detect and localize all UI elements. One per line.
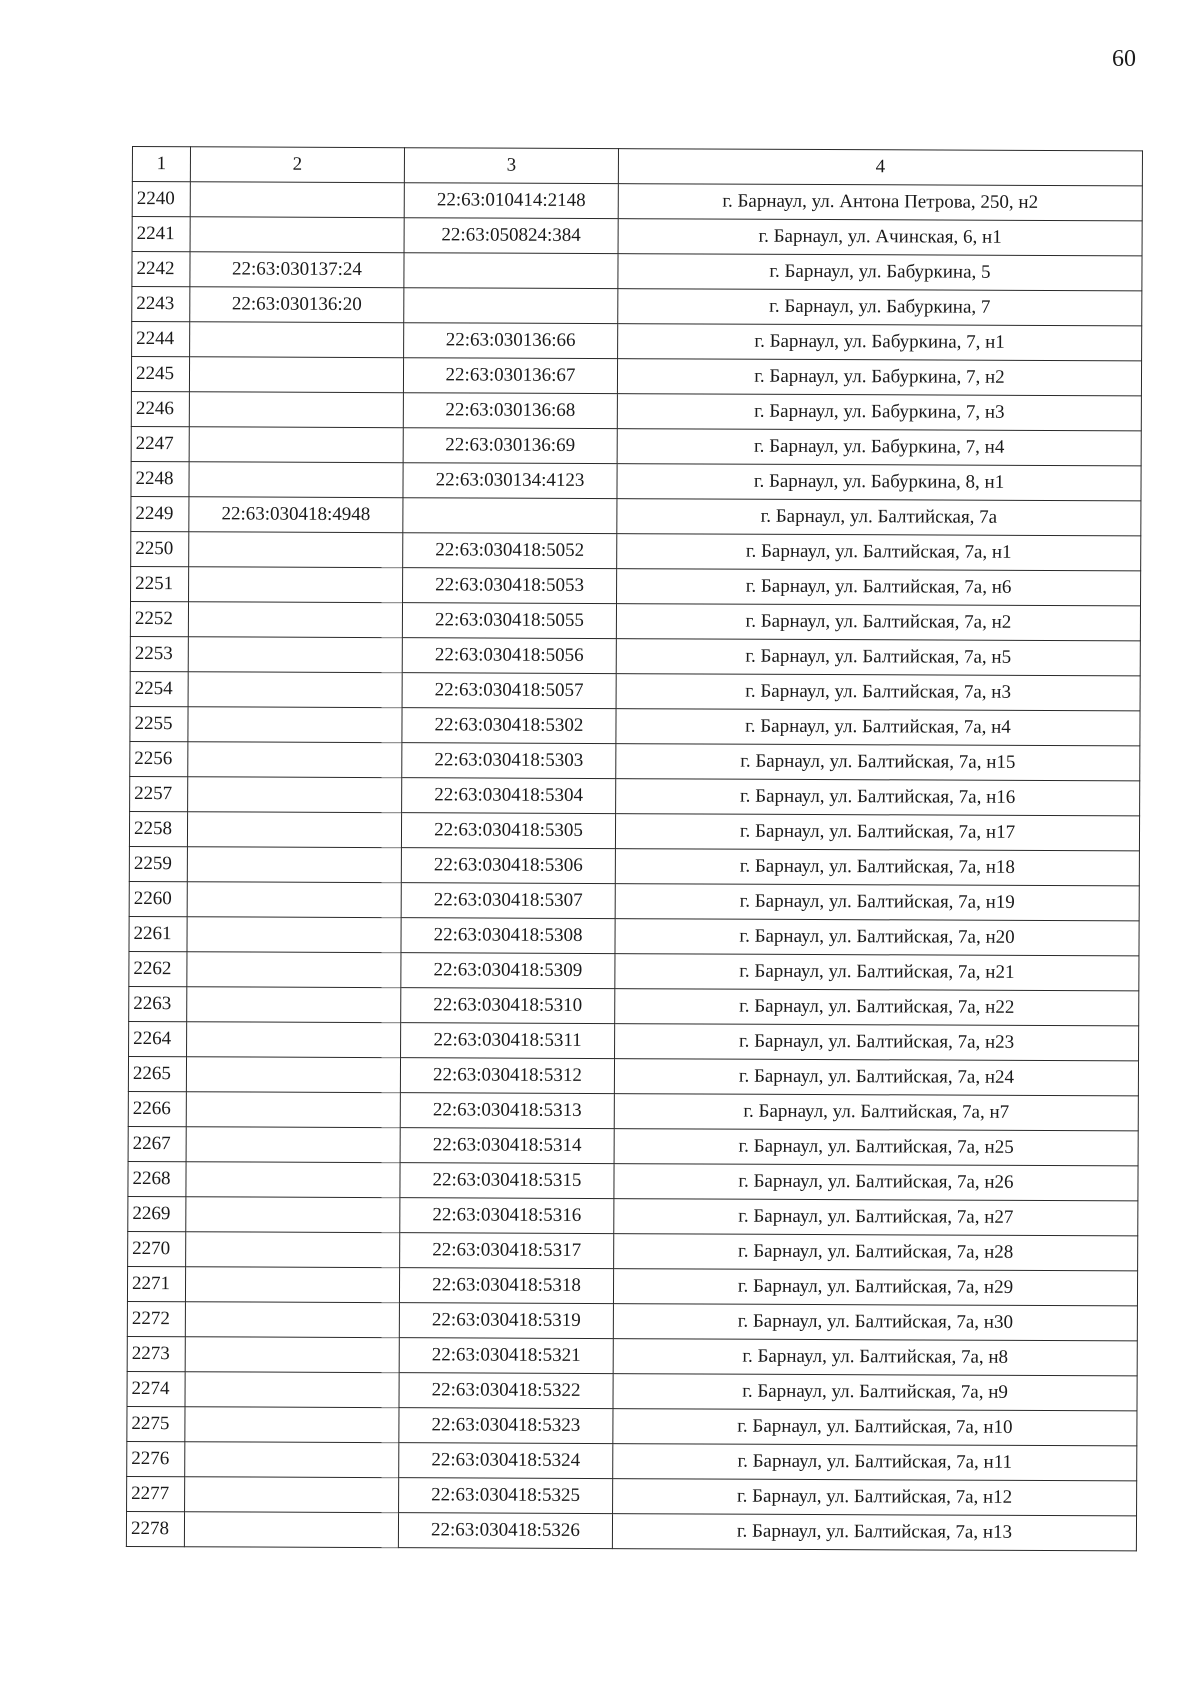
cadastral-number-col2-cell xyxy=(185,1477,399,1513)
table-row xyxy=(131,496,1141,535)
row-number-cell: 2273 xyxy=(127,1336,185,1371)
cadastral-number-col2-cell xyxy=(185,1267,399,1303)
address-cell: г. Барнаул, ул. Балтийская, 7а, н21 xyxy=(615,954,1139,991)
address-cell: г. Барнаул, ул. Балтийская, 7а, н16 xyxy=(616,779,1140,816)
table-row xyxy=(130,671,1140,710)
cadastral-number-col2-cell: 22:63:030136:20 xyxy=(190,287,404,323)
cadastral-number-col3-cell: 22:63:030418:5326 xyxy=(398,1513,612,1549)
address-cell: г. Барнаул, ул. Балтийская, 7а, н12 xyxy=(613,1479,1137,1516)
address-cell: г. Барнаул, ул. Антона Петрова, 250, н2 xyxy=(618,184,1142,221)
cadastral-number-col3-cell: 22:63:030418:5324 xyxy=(399,1443,613,1479)
row-number-cell: 2275 xyxy=(127,1406,185,1441)
address-cell: г. Барнаул, ул. Бабуркина, 7, н4 xyxy=(617,429,1141,466)
address-cell: г. Барнаул, ул. Балтийская, 7а, н9 xyxy=(613,1374,1137,1411)
row-number-cell: 2276 xyxy=(127,1441,185,1476)
cadastral-number-col2-cell xyxy=(188,637,402,673)
table-row xyxy=(126,1511,1136,1550)
cadastral-number-col2-cell xyxy=(189,567,403,603)
row-number-cell: 2259 xyxy=(129,846,187,881)
address-cell: г. Барнаул, ул. Балтийская, 7а, н1 xyxy=(617,534,1141,571)
cadastral-number-col2-cell xyxy=(185,1372,399,1408)
cadastral-number-col2-cell xyxy=(186,1092,400,1128)
row-number-cell: 2278 xyxy=(126,1511,184,1546)
cadastral-number-col3-cell: 22:63:030418:5318 xyxy=(399,1268,613,1304)
cadastral-number-col3-cell: 22:63:030418:5314 xyxy=(400,1128,614,1164)
cadastral-number-col2-cell xyxy=(187,882,401,918)
cadastral-number-col2-cell xyxy=(188,672,402,708)
address-cell: г. Барнаул, ул. Балтийская, 7а, н8 xyxy=(613,1339,1137,1376)
table-row xyxy=(128,1091,1138,1130)
cadastral-number-col2-cell xyxy=(190,217,404,253)
cadastral-number-col3-cell: 22:63:030136:66 xyxy=(404,323,618,359)
row-number-cell: 2256 xyxy=(130,741,188,776)
table-row xyxy=(128,1196,1138,1235)
table-row xyxy=(131,566,1141,605)
table-row xyxy=(129,951,1139,990)
cadastral-number-col3-cell: 22:63:030418:5310 xyxy=(401,988,615,1024)
cadastral-number-col3-cell: 22:63:030418:5305 xyxy=(401,813,615,849)
column-header: 1 xyxy=(132,147,190,182)
cadastral-number-col2-cell xyxy=(186,1197,400,1233)
address-cell: г. Барнаул, ул. Бабуркина, 7, н1 xyxy=(618,324,1142,361)
cadastral-number-col3-cell: 22:63:050824:384 xyxy=(404,218,618,254)
address-cell: г. Барнаул, ул. Балтийская, 7а, н15 xyxy=(616,744,1140,781)
cadastral-number-col3-cell: 22:63:030418:5052 xyxy=(403,533,617,569)
table-row xyxy=(132,322,1142,361)
row-number-cell: 2245 xyxy=(131,357,189,392)
cadastral-number-col2-cell xyxy=(185,1442,399,1478)
cadastral-number-col3-cell: 22:63:030418:5322 xyxy=(399,1373,613,1409)
address-cell: г. Барнаул, ул. Балтийская, 7а, н25 xyxy=(614,1129,1138,1166)
cadastral-number-col2-cell xyxy=(188,742,402,778)
cadastral-number-col2-cell xyxy=(186,1162,400,1198)
address-cell: г. Барнаул, ул. Балтийская, 7а, н24 xyxy=(614,1059,1138,1096)
cadastral-number-col3-cell: 22:63:030418:5055 xyxy=(402,603,616,639)
cadastral-number-col3-cell: 22:63:030418:5311 xyxy=(401,1023,615,1059)
row-number-cell: 2266 xyxy=(128,1091,186,1126)
cadastral-number-col2-cell xyxy=(189,392,403,428)
row-number-cell: 2271 xyxy=(127,1266,185,1301)
cadastral-number-col3-cell: 22:63:030418:5307 xyxy=(401,883,615,919)
cadastral-number-col3-cell: 22:63:010414:2148 xyxy=(404,183,618,219)
cadastral-number-col3-cell: 22:63:030418:5316 xyxy=(400,1198,614,1234)
address-cell: г. Барнаул, ул. Балтийская, 7а, н22 xyxy=(615,989,1139,1026)
cadastral-number-col3-cell: 22:63:030136:69 xyxy=(403,428,617,464)
address-cell: г. Барнаул, ул. Балтийская, 7а, н23 xyxy=(615,1024,1139,1061)
cadastral-number-col2-cell xyxy=(186,1232,400,1268)
table-row xyxy=(127,1336,1137,1375)
table-row xyxy=(131,531,1141,570)
cadastral-number-col3-cell xyxy=(404,288,618,324)
cadastral-number-col3-cell: 22:63:030418:5323 xyxy=(399,1408,613,1444)
cadastral-number-col3-cell: 22:63:030418:5321 xyxy=(399,1338,613,1374)
row-number-cell: 2265 xyxy=(128,1056,186,1091)
cadastral-number-col3-cell xyxy=(404,253,618,289)
table-row xyxy=(128,1126,1138,1165)
cadastral-number-col3-cell: 22:63:030418:5056 xyxy=(402,638,616,674)
cadastral-number-col3-cell: 22:63:030418:5325 xyxy=(399,1478,613,1514)
cadastral-number-col2-cell: 22:63:030418:4948 xyxy=(189,497,403,533)
address-cell: г. Барнаул, ул. Балтийская, 7а xyxy=(617,499,1141,536)
address-cell: г. Барнаул, ул. Балтийская, 7а, н7 xyxy=(614,1094,1138,1131)
cadastral-number-col3-cell xyxy=(403,498,617,534)
cadastral-number-col2-cell xyxy=(190,322,404,358)
cadastral-number-col2-cell xyxy=(187,952,401,988)
cadastral-number-col3-cell: 22:63:030418:5317 xyxy=(400,1233,614,1269)
address-cell: г. Барнаул, ул. Балтийская, 7а, н13 xyxy=(612,1514,1136,1551)
cadastral-number-col3-cell: 22:63:030418:5315 xyxy=(400,1163,614,1199)
row-number-cell: 2257 xyxy=(130,776,188,811)
address-cell: г. Барнаул, ул. Балтийская, 7а, н6 xyxy=(617,569,1141,606)
cadastral-number-col2-cell xyxy=(185,1407,399,1443)
page-number: 60 xyxy=(1112,46,1136,72)
row-number-cell: 2274 xyxy=(127,1371,185,1406)
cadastral-number-col2-cell xyxy=(185,1302,399,1338)
cadastral-number-col3-cell: 22:63:030136:68 xyxy=(403,393,617,429)
cadastral-number-col2-cell xyxy=(187,987,401,1023)
address-cell: г. Барнаул, ул. Балтийская, 7а, н11 xyxy=(613,1444,1137,1481)
table-row xyxy=(130,776,1140,815)
table-row xyxy=(130,741,1140,780)
table-row xyxy=(132,252,1142,291)
table-row xyxy=(129,811,1139,850)
cadastral-number-col3-cell: 22:63:030418:5308 xyxy=(401,918,615,954)
cadastral-number-col2-cell xyxy=(185,1337,399,1373)
address-cell: г. Барнаул, ул. Балтийская, 7а, н30 xyxy=(613,1304,1137,1341)
cadastral-number-col2-cell xyxy=(188,777,402,813)
cadastral-number-col2-cell xyxy=(189,427,403,463)
table-row xyxy=(128,1056,1138,1095)
row-number-cell: 2255 xyxy=(130,706,188,741)
table-row xyxy=(127,1406,1137,1445)
address-cell: г. Барнаул, ул. Бабуркина, 8, н1 xyxy=(617,464,1141,501)
header-row xyxy=(132,147,1142,186)
table-row xyxy=(131,357,1141,396)
cadastral-number-col2-cell xyxy=(187,917,401,953)
row-number-cell: 2272 xyxy=(127,1301,185,1336)
row-number-cell: 2270 xyxy=(128,1231,186,1266)
cadastral-number-col2-cell xyxy=(187,1022,401,1058)
cadastral-number-col2-cell xyxy=(187,847,401,883)
address-cell: г. Барнаул, ул. Балтийская, 7а, н3 xyxy=(616,674,1140,711)
table-row xyxy=(131,391,1141,430)
cadastral-number-col2-cell xyxy=(186,1057,400,1093)
address-cell: г. Барнаул, ул. Балтийская, 7а, н10 xyxy=(613,1409,1137,1446)
cadastral-number-col3-cell: 22:63:030136:67 xyxy=(403,358,617,394)
table-row xyxy=(127,1371,1137,1410)
address-cell: г. Барнаул, ул. Балтийская, 7а, н26 xyxy=(614,1164,1138,1201)
cadastral-number-col3-cell: 22:63:030418:5313 xyxy=(400,1093,614,1129)
row-number-cell: 2277 xyxy=(127,1476,185,1511)
cadastral-number-col3-cell: 22:63:030418:5057 xyxy=(402,673,616,709)
table-row xyxy=(129,881,1139,920)
table-row xyxy=(132,287,1142,326)
row-number-cell: 2268 xyxy=(128,1161,186,1196)
row-number-cell: 2244 xyxy=(132,322,190,357)
cadastral-number-col3-cell: 22:63:030418:5304 xyxy=(402,778,616,814)
address-cell: г. Барнаул, ул. Балтийская, 7а, н29 xyxy=(613,1269,1137,1306)
address-cell: г. Барнаул, ул. Балтийская, 7а, н5 xyxy=(616,639,1140,676)
table-row xyxy=(127,1441,1137,1480)
row-number-cell: 2252 xyxy=(130,601,188,636)
cadastral-number-col2-cell xyxy=(187,812,401,848)
row-number-cell: 2258 xyxy=(129,811,187,846)
address-cell: г. Барнаул, ул. Балтийская, 7а, н4 xyxy=(616,709,1140,746)
table-row xyxy=(132,182,1142,221)
column-header: 3 xyxy=(404,148,618,184)
row-number-cell: 2243 xyxy=(132,287,190,322)
table-body xyxy=(126,182,1142,1551)
cadastral-number-col2-cell: 22:63:030137:24 xyxy=(190,252,404,288)
address-cell: г. Барнаул, ул. Балтийская, 7а, н20 xyxy=(615,919,1139,956)
cadastral-number-col3-cell: 22:63:030418:5302 xyxy=(402,708,616,744)
cadastral-number-col2-cell xyxy=(189,357,403,393)
table-row xyxy=(128,1231,1138,1270)
address-cell: г. Барнаул, ул. Балтийская, 7а, н27 xyxy=(614,1199,1138,1236)
address-cell: г. Барнаул, ул. Бабуркина, 5 xyxy=(618,254,1142,291)
cadastral-number-col3-cell: 22:63:030418:5309 xyxy=(401,953,615,989)
table-row xyxy=(129,1021,1139,1060)
cadastral-number-col2-cell xyxy=(186,1127,400,1163)
row-number-cell: 2261 xyxy=(129,916,187,951)
cadastral-number-col3-cell: 22:63:030418:5319 xyxy=(399,1303,613,1339)
cadastral-number-col3-cell: 22:63:030134:4123 xyxy=(403,463,617,499)
table-row xyxy=(129,846,1139,885)
cadastral-number-col2-cell xyxy=(188,602,402,638)
address-cell: г. Барнаул, ул. Балтийская, 7а, н28 xyxy=(614,1234,1138,1271)
table-row xyxy=(128,1161,1138,1200)
row-number-cell: 2264 xyxy=(129,1021,187,1056)
address-cell: г. Барнаул, ул. Бабуркина, 7, н3 xyxy=(617,394,1141,431)
address-cell: г. Барнаул, ул. Балтийская, 7а, н2 xyxy=(616,604,1140,641)
cadastral-number-col2-cell xyxy=(184,1512,398,1548)
table-row xyxy=(130,601,1140,640)
table-row xyxy=(131,426,1141,465)
row-number-cell: 2240 xyxy=(132,182,190,217)
row-number-cell: 2263 xyxy=(129,986,187,1021)
registry-table xyxy=(126,146,1143,1551)
cadastral-number-col2-cell xyxy=(188,707,402,743)
address-cell: г. Барнаул, ул. Балтийская, 7а, н18 xyxy=(615,849,1139,886)
cadastral-number-col3-cell: 22:63:030418:5312 xyxy=(400,1058,614,1094)
row-number-cell: 2253 xyxy=(130,636,188,671)
row-number-cell: 2248 xyxy=(131,461,189,496)
table-row xyxy=(127,1301,1137,1340)
cadastral-number-col2-cell xyxy=(190,182,404,218)
table-row xyxy=(127,1476,1137,1515)
table-row xyxy=(130,706,1140,745)
row-number-cell: 2247 xyxy=(131,426,189,461)
column-header: 2 xyxy=(190,147,404,183)
row-number-cell: 2250 xyxy=(131,531,189,566)
row-number-cell: 2254 xyxy=(130,671,188,706)
address-cell: г. Барнаул, ул. Балтийская, 7а, н19 xyxy=(615,884,1139,921)
row-number-cell: 2251 xyxy=(131,566,189,601)
table-row xyxy=(130,636,1140,675)
cadastral-number-col3-cell: 22:63:030418:5053 xyxy=(403,568,617,604)
cadastral-number-col3-cell: 22:63:030418:5303 xyxy=(402,743,616,779)
row-number-cell: 2246 xyxy=(131,391,189,426)
address-cell: г. Барнаул, ул. Бабуркина, 7, н2 xyxy=(617,359,1141,396)
cadastral-number-col3-cell: 22:63:030418:5306 xyxy=(401,848,615,884)
address-cell: г. Барнаул, ул. Бабуркина, 7 xyxy=(618,289,1142,326)
table-row xyxy=(129,916,1139,955)
table-row xyxy=(132,217,1142,256)
row-number-cell: 2242 xyxy=(132,252,190,287)
row-number-cell: 2267 xyxy=(128,1126,186,1161)
row-number-cell: 2241 xyxy=(132,217,190,252)
cadastral-number-col2-cell xyxy=(189,462,403,498)
address-cell: г. Барнаул, ул. Балтийская, 7а, н17 xyxy=(615,814,1139,851)
table-row xyxy=(127,1266,1137,1305)
row-number-cell: 2249 xyxy=(131,496,189,531)
row-number-cell: 2269 xyxy=(128,1196,186,1231)
address-cell: г. Барнаул, ул. Ачинская, 6, н1 xyxy=(618,219,1142,256)
table-row xyxy=(131,461,1141,500)
cadastral-number-col2-cell xyxy=(189,532,403,568)
row-number-cell: 2260 xyxy=(129,881,187,916)
table-row xyxy=(129,986,1139,1025)
column-header: 4 xyxy=(618,149,1142,186)
row-number-cell: 2262 xyxy=(129,951,187,986)
